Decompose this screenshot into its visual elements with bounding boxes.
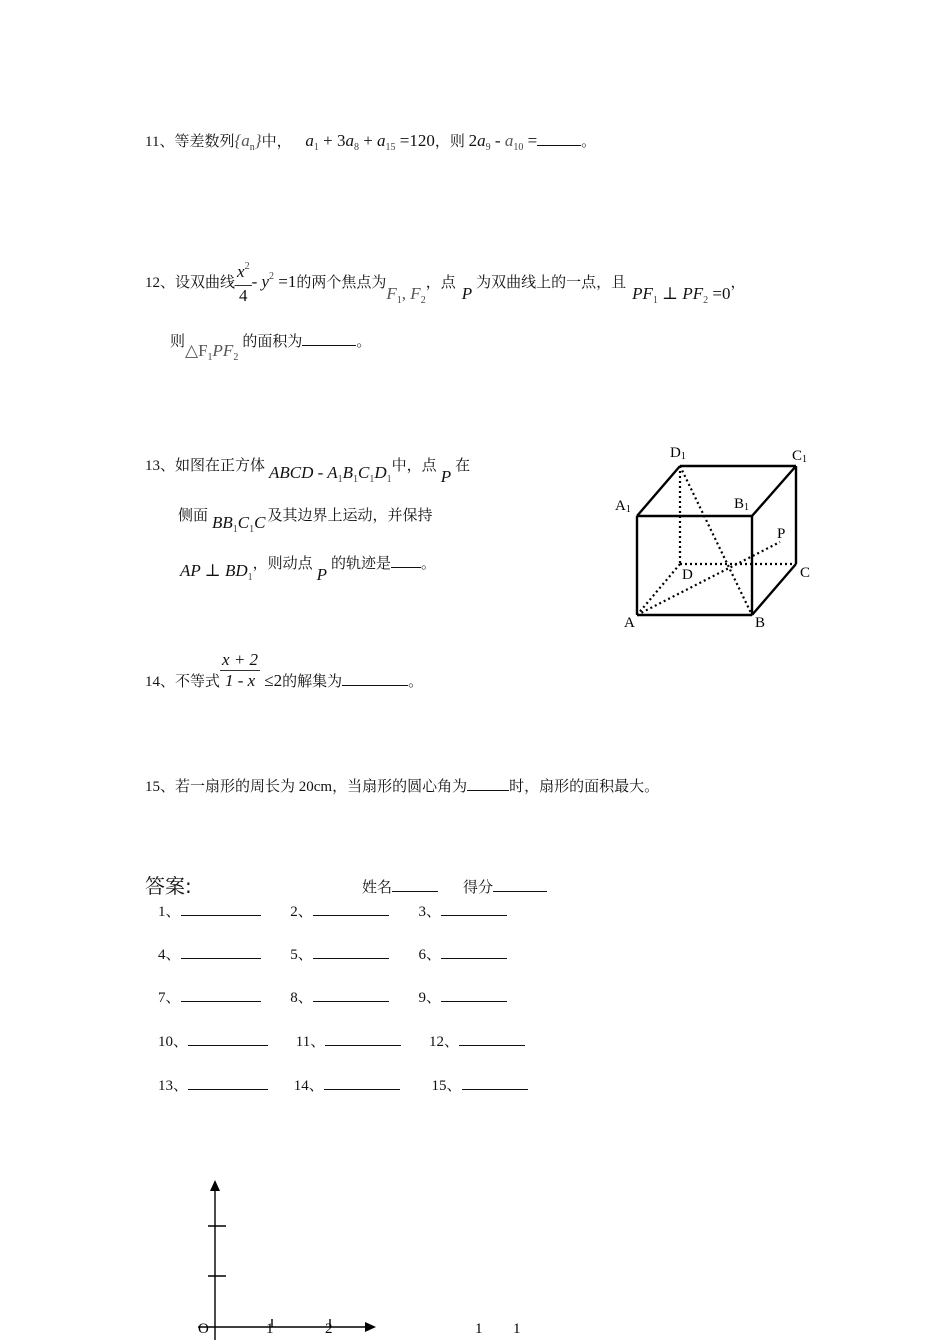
q14-text-2: 的解集为: [282, 673, 343, 690]
question-12-line-2: [170, 330, 372, 363]
q13-text-2: 中，点: [391, 458, 437, 474]
q11-answer-blank[interactable]: [537, 133, 581, 146]
answer-label-15: 15、: [431, 1078, 462, 1094]
question-13-line-3: [180, 552, 437, 584]
label-c1: C1: [792, 448, 808, 465]
name-field: [362, 876, 438, 897]
q14-le-2: ≤2: [260, 670, 283, 690]
question-14: [145, 650, 423, 691]
label-d1: D1: [670, 445, 686, 462]
q12-comma: ，: [730, 275, 746, 291]
q12-text-4: 为双曲线上的一点，且: [476, 275, 627, 291]
answer-row-3: [158, 986, 507, 1007]
q13-locus-text: 的轨迹是: [331, 556, 392, 572]
answer-row-5: [158, 1074, 528, 1095]
answer-blank-1[interactable]: [181, 903, 261, 916]
label-d: D: [682, 567, 693, 583]
origin-label: O: [198, 1321, 209, 1337]
answer-label-12: 12、: [428, 1034, 459, 1050]
q12-number: 12、: [145, 275, 176, 291]
q13-answer-blank[interactable]: [391, 555, 421, 568]
q14-end: 。: [408, 673, 424, 690]
name-label: 姓名: [362, 880, 393, 896]
q13-point-p: P: [440, 467, 452, 486]
x-axis-arrow-icon: [365, 1322, 376, 1332]
answer-row-1: [158, 900, 507, 921]
q12-text-2: 的两个焦点为: [296, 275, 387, 291]
q13-text: 如图在正方体: [175, 458, 266, 474]
answer-blank-3[interactable]: [441, 903, 507, 916]
q13-motion-text: 及其边界上运动，并保持: [267, 508, 433, 524]
answer-row-2: [158, 943, 507, 964]
q12-text-3: ，点: [425, 275, 456, 291]
question-12: [145, 262, 746, 306]
answer-blank-8[interactable]: [313, 989, 389, 1002]
label-a: A: [624, 615, 635, 631]
segment-ap: [637, 542, 780, 615]
q12-foci: $F_1$, $F_2$: [386, 284, 426, 306]
score-field: [463, 876, 547, 897]
answer-blank-10[interactable]: [188, 1033, 268, 1046]
q12-then: 则: [170, 334, 186, 350]
q11-sequence: $\{a_n\}$: [234, 131, 262, 153]
q13-face-text: 侧面: [178, 508, 209, 524]
q15-number: 15、: [145, 779, 176, 795]
answer-label-5: 5、: [290, 947, 313, 963]
label-a1: A1: [615, 498, 631, 515]
q13-perp-condition: AP ⊥ $BD_1$: [180, 561, 253, 583]
q15-text: 若一扇形的周长为 20cm，当扇形的圆心角为: [175, 779, 468, 795]
q14-fraction: $\frac{x + 2}{1 - x}$: [222, 650, 259, 690]
answer-label-7: 7、: [158, 990, 181, 1006]
q12-triangle: $\triangle F_1PF_2$: [185, 341, 239, 363]
x-tick-label-2: 2: [325, 1321, 333, 1337]
answer-label-8: 8、: [290, 990, 313, 1006]
answer-label-11: 11、: [295, 1034, 326, 1050]
q12-point-p: P: [461, 284, 473, 303]
score-label: 得分: [463, 880, 494, 896]
answer-row-4: [158, 1030, 525, 1051]
answer-label-14: 14、: [293, 1078, 324, 1094]
q12-text: 设双曲线: [175, 275, 236, 291]
edge-b-c: [752, 564, 796, 615]
q13-end: 。: [421, 556, 437, 572]
y-axis-arrow-icon: [210, 1180, 220, 1191]
answer-label-1: 1、: [158, 904, 181, 920]
q13-number: 13、: [145, 458, 176, 474]
q13-text-3: 在: [455, 458, 471, 474]
q12-end: 。: [356, 334, 372, 350]
answer-label-2: 2、: [290, 904, 313, 920]
x-tick-label-1: 1: [266, 1321, 274, 1337]
q11-text-3: ，则: [434, 134, 465, 150]
q15-text-2: 时，扇形的面积最大。: [509, 779, 660, 795]
answer-label-9: 9、: [418, 990, 442, 1006]
answer-blank-7[interactable]: [181, 989, 261, 1002]
label-p: P: [777, 526, 786, 542]
q11-expression: $2a_9 - a_{10}$ =: [468, 131, 538, 153]
question-15: [145, 775, 659, 796]
answer-blank-9[interactable]: [441, 989, 507, 1002]
name-blank[interactable]: [392, 879, 438, 892]
q12-y-term: $y^2 =1$: [261, 271, 297, 291]
answer-blank-11[interactable]: [325, 1033, 401, 1046]
q12-answer-blank[interactable]: [302, 333, 356, 346]
q12-perp-condition: $PF_1$ ⊥ $PF_2 =0$: [632, 284, 731, 306]
edge-b1-c1: [752, 466, 796, 516]
answer-blank-13[interactable]: [188, 1077, 268, 1090]
extra-label-1: 1: [475, 1321, 483, 1337]
q13-face: $BB_1C_1C$: [212, 513, 266, 535]
answer-label-3: 3、: [418, 904, 442, 920]
q11-equation: $a_1 + 3a_8 + a_{15} =120$: [305, 131, 435, 153]
question-13: [145, 454, 471, 486]
edge-d1-a1: [637, 466, 680, 516]
q11-text: 等差数列: [174, 134, 235, 150]
answer-label-6: 6、: [418, 947, 442, 963]
question-11: [145, 130, 596, 151]
q12-minus: -: [251, 272, 262, 291]
answer-blank-14[interactable]: [324, 1077, 400, 1090]
answer-label-4: 4、: [158, 947, 181, 963]
q11-number: 11、: [145, 134, 175, 150]
label-b: B: [755, 615, 766, 631]
answer-label-10: 10、: [158, 1034, 189, 1050]
q14-answer-blank[interactable]: [342, 673, 408, 686]
q11-end: 。: [581, 134, 597, 150]
q13-cube: ABCD - $A_1B_1C_1D_1$: [269, 463, 392, 485]
diagonal-bd1: [680, 466, 752, 615]
score-blank[interactable]: [493, 879, 547, 892]
answer-blank-4[interactable]: [181, 946, 261, 959]
question-13-line-2: [178, 504, 433, 535]
q14-number: 14、: [145, 673, 176, 690]
answer-label-13: 13、: [158, 1078, 189, 1094]
extra-label-2: 1: [513, 1321, 521, 1337]
q12-fraction: $\frac{x^2}{4}$: [237, 261, 250, 305]
q14-text: 不等式: [175, 673, 221, 690]
answer-blank-15[interactable]: [462, 1077, 528, 1090]
q11-text-2: 中，: [261, 134, 292, 150]
q13-then-text: ，则动点: [252, 556, 313, 572]
answer-blank-12[interactable]: [459, 1033, 525, 1046]
answer-blank-5[interactable]: [313, 946, 389, 959]
q12-area-text: 的面积为: [242, 334, 303, 350]
coordinate-axes: [190, 1175, 550, 1344]
q15-answer-blank[interactable]: [467, 778, 509, 791]
answer-blank-6[interactable]: [441, 946, 507, 959]
label-c: C: [800, 565, 811, 581]
q13-moving-point: P: [316, 565, 328, 584]
hidden-edge-d-a: [637, 564, 680, 615]
cube-figure: [600, 440, 820, 640]
answer-blank-2[interactable]: [313, 903, 389, 916]
answer-title: 答案:: [145, 874, 192, 898]
label-b1: B1: [734, 496, 750, 513]
